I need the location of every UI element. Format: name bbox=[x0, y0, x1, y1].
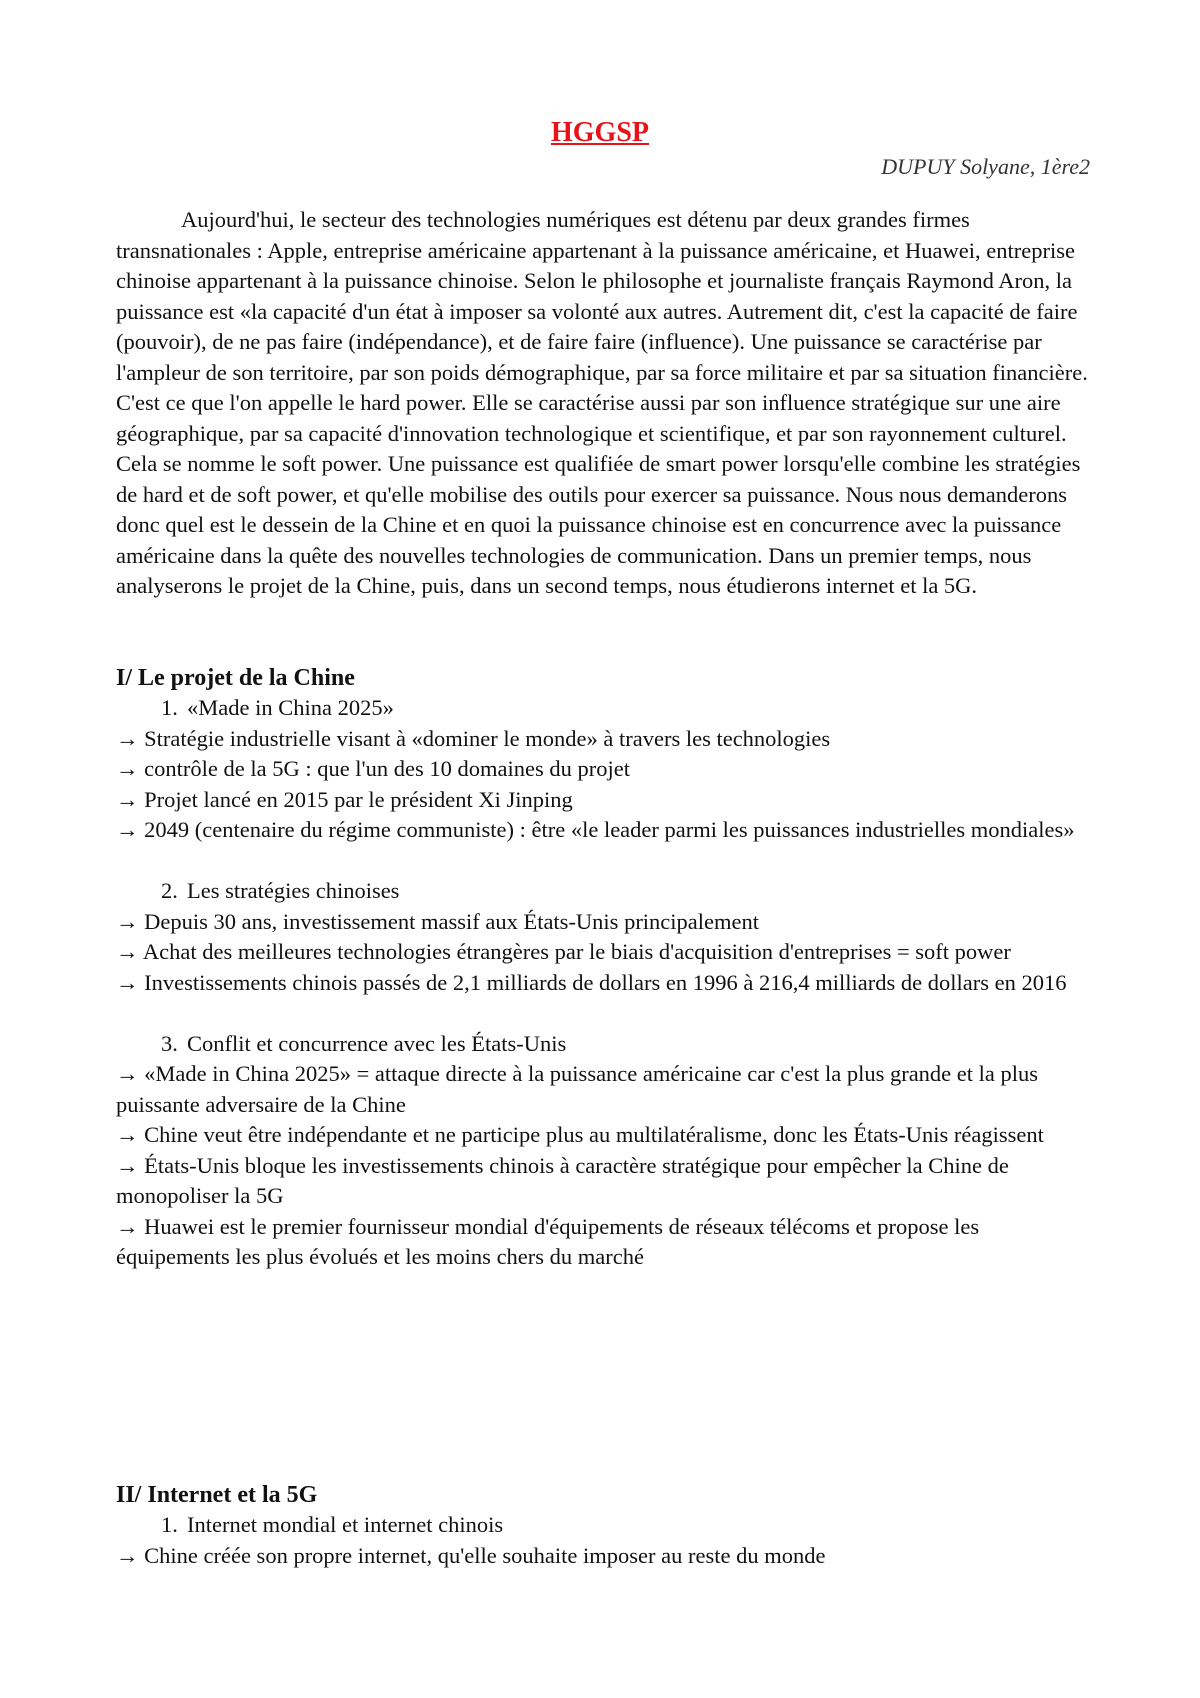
section-1 bbox=[116, 663, 1090, 1273]
bullet-item: → Depuis 30 ans, investissement massif aux États-Unis principalement bbox=[116, 908, 760, 934]
spacer bbox=[116, 998, 1090, 1029]
part-title: «Made in China 2025» bbox=[187, 695, 394, 720]
bullet-item: → Stratégie industrielle visant à «dominer le monde» à travers les technologies bbox=[116, 725, 831, 751]
section-2-part-1-heading bbox=[116, 1510, 1090, 1541]
bullet-item: → Huawei est le premier fournisseur mondial d'équipements de réseaux télécoms et propose les équipements les plus évolués et les moins chers du marché bbox=[116, 1213, 980, 1269]
author-line: DUPUY Solyane, 1ère2 bbox=[881, 154, 1090, 179]
part-number: 3. bbox=[161, 1030, 178, 1056]
part-number: 1. bbox=[161, 695, 178, 720]
part-number: 2. bbox=[161, 878, 178, 903]
part-number: 1. bbox=[161, 1512, 178, 1537]
bullet-item: → 2049 (centenaire du régime communiste) : être «le leader parmi les puissances industrielles mondiales» bbox=[116, 817, 1075, 842]
section-1-part-2-heading bbox=[116, 876, 1090, 907]
bullet-item: → Chine créée son propre internet, qu'elle souhaite imposer au reste du monde bbox=[116, 1542, 826, 1568]
part-title: Conflit et concurrence avec les États-Unis bbox=[187, 1030, 567, 1056]
bullet-item: → Projet lancé en 2015 par le président Xi Jinping bbox=[116, 786, 573, 812]
bullet-item: → contrôle de la 5G : que l'un des 10 domaines du projet bbox=[116, 756, 630, 781]
bullet-item: → États-Unis bloque les investissements chinois à caractère stratégique pour empêcher la Chine de monopoliser la 5G bbox=[116, 1152, 1009, 1208]
section-2-heading: II/ Internet et la 5G bbox=[116, 1482, 318, 1508]
section-1-part-3-heading bbox=[116, 1029, 1090, 1060]
bullet-item: → Chine veut être indépendante et ne participe plus au multilatéralisme, donc les États-Unis réagissent bbox=[116, 1122, 1044, 1147]
section-1-heading: I/ Le projet de la Chine bbox=[116, 665, 355, 691]
bullet-item: → Investissements chinois passés de 2,1 milliards de dollars en 1996 à 216,4 milliards de dollars en 2016 bbox=[116, 969, 1067, 995]
intro-paragraph: Aujourd'hui, le secteur des technologies numériques est détenu par deux grandes firmes transnationales : Apple, entreprise américaine appartenant à la puissance américaine, et Huawei, entreprise chinoise appartenant à la puissance chinoise. Selon le philosophe et journaliste français Raymond Aron, la puissance est «la capacité d'un état à imposer sa volonté aux autres. Autrement dit, c'est la capacité de faire (pouvoir), de ne pas faire (indépendance), et de faire faire (influence). Une puissance se caractérise par l'ampleur de son territoire, par son poids démographique, par sa force militaire et par sa situation financière. C'est ce que l'on appelle le hard power. Elle se caractérise aussi par son influence stratégique sur une aire géographique, par sa capacité d'innovation technologique et scientifique, et par son rayonnement culturel. Cela se nomme le soft power. Une puissance est qualifiée de smart power lorsqu'elle combine les stratégies de hard et de soft power, et qu'elle mobilise des outils pour exercer sa puissance. Nous nous demanderons donc quel est le dessein de la Chine et en quoi la puissance chinoise est en concurrence avec la puissance américaine dans la quête des nouvelles technologies de communication. Dans un premier temps, nous analyserons le projet de la Chine, puis, dans un second temps, nous étudierons internet et la 5G. bbox=[116, 207, 1088, 598]
section-1-part-1-heading bbox=[116, 693, 1090, 724]
document-title: HGGSP bbox=[550, 117, 649, 148]
part-title: Les stratégies chinoises bbox=[187, 878, 400, 903]
spacer bbox=[116, 846, 1090, 877]
bullet-item: → «Made in China 2025» = attaque directe à la puissance américaine car c'est la plus grande et la plus puissante adversaire de la Chine bbox=[116, 1061, 1039, 1117]
part-title: Internet mondial et internet chinois bbox=[187, 1512, 504, 1537]
bullet-item: → Achat des meilleures technologies étrangères par le biais d'acquisition d'entreprises = soft power bbox=[116, 939, 1011, 964]
section-2 bbox=[116, 1480, 1090, 1571]
